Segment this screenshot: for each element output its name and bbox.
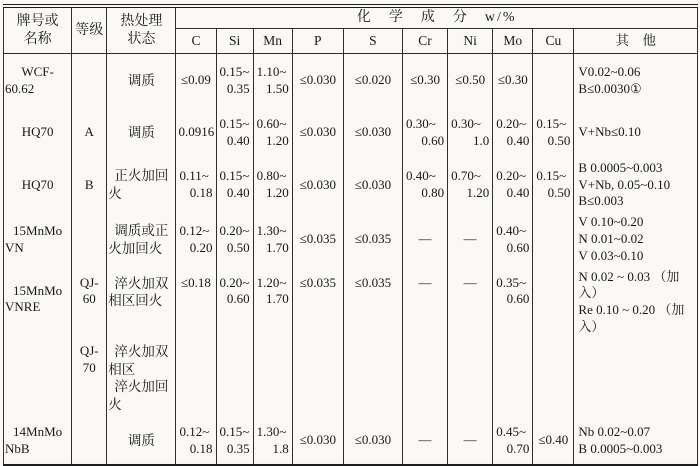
cell-line: 0.18: [189, 185, 213, 200]
cell-line: 0.70~: [451, 168, 481, 184]
cell-mo: [493, 417, 533, 465]
cell-name: [4, 54, 72, 108]
cell-p: ≤0.030: [292, 108, 343, 158]
cell-mn: [253, 213, 292, 267]
cell-other: [574, 108, 698, 158]
cell-c: 0.0916: [176, 108, 216, 158]
cell-line: 1.50: [265, 80, 289, 96]
cell-line: 0.80~: [256, 168, 287, 184]
cell-cr: —: [403, 213, 448, 267]
cell-name: [4, 108, 72, 158]
cell-cu: [533, 337, 574, 417]
cell-cu: [533, 54, 574, 108]
cell-name: [4, 417, 72, 465]
cell-line: B 0.0005~0.003: [578, 440, 663, 456]
cell-si: [216, 54, 253, 108]
cell-line: 0.18: [189, 440, 213, 456]
cell-mo: [493, 267, 533, 338]
col-header-name-line2: 名称: [23, 31, 52, 47]
cell-line: 1.20: [265, 132, 289, 148]
cell-line: 0.60: [421, 132, 445, 148]
cell-cu: [533, 267, 574, 338]
cell-line: 1.0: [472, 132, 490, 148]
col-header-Mn: Mn: [253, 29, 292, 54]
cell-line: 1.70: [265, 239, 289, 255]
cell-name: [4, 213, 72, 267]
cell-p: [292, 337, 343, 417]
cell-mo: [493, 213, 533, 267]
cell-ni: —: [448, 417, 493, 465]
cell-ni: [448, 337, 493, 417]
col-header-Ni: Ni: [448, 29, 493, 54]
cell-s: ≤0.030: [343, 108, 402, 158]
cell-line: 相区: [108, 361, 136, 377]
cell-si: [216, 108, 253, 158]
col-header-Si: Si: [216, 29, 253, 54]
col-header-heat-treatment: [107, 6, 176, 54]
cell-si: [216, 213, 253, 267]
cell-line: Nb 0.02~0.07: [578, 423, 651, 439]
cell-line: 15MnMo: [13, 222, 63, 238]
cell-line: 0.20~: [219, 274, 250, 290]
cell-c: [176, 417, 216, 465]
cell-name: [4, 267, 72, 418]
cell-line: 0.40: [506, 132, 530, 148]
cell-grade: QJ-70: [72, 337, 107, 417]
cell-line: 0.15~: [536, 168, 567, 184]
cell-heat: [107, 267, 176, 338]
cell-mn: [253, 417, 292, 465]
col-header-S: S: [343, 29, 402, 54]
cell-grade: A: [72, 108, 107, 158]
cell-p: ≤0.035: [292, 267, 343, 338]
cell-line: 0.45~: [496, 423, 527, 439]
cell-line: VNRE: [5, 299, 41, 315]
cell-line: 0.60: [506, 291, 530, 307]
cell-line: 调质: [127, 124, 155, 140]
cell-c: [176, 213, 216, 267]
table-row: [4, 213, 698, 267]
cell-line: B≤0.0030①: [578, 80, 642, 96]
cell-line: 0.30~: [406, 115, 436, 131]
cell-line: B 0.0005~0.003: [578, 159, 663, 175]
cell-ni: [448, 108, 493, 158]
cell-line: 0.40: [226, 132, 250, 148]
cell-line: 火加回火: [108, 240, 163, 256]
cell-line: 1.10~: [256, 63, 287, 79]
table-row: [4, 267, 698, 338]
cell-p: ≤0.035: [292, 213, 343, 267]
col-header-other: 其 他: [574, 29, 698, 54]
cell-heat: [107, 337, 176, 417]
cell-mo: ≤0.30: [493, 54, 533, 108]
col-header-name-line1: 牌号或: [16, 14, 59, 29]
cell-heat: [107, 213, 176, 267]
cell-line: 0.15~: [536, 115, 567, 131]
cell-line: 0.15~: [219, 115, 250, 131]
cell-ni: [448, 158, 493, 213]
cell-line: 0.12~: [179, 222, 210, 238]
col-header-Mo: Mo: [493, 29, 533, 54]
cell-grade: QJ-60: [72, 267, 107, 338]
cell-line: N 0.01~0.02: [578, 231, 644, 247]
cell-line: Re 0.10 ~ 0.20 （加: [578, 302, 685, 318]
cell-cr: ≤0.30: [403, 54, 448, 108]
cell-line: 0.15~: [219, 63, 250, 79]
cell-line: 1.20~: [256, 274, 287, 290]
cell-c: [176, 158, 216, 213]
cell-line: 14MnMo: [13, 423, 63, 439]
table-row: [4, 158, 698, 213]
cell-line: 0.11~: [179, 168, 209, 184]
cell-c: [176, 337, 216, 417]
cell-si: [216, 337, 253, 417]
cell-ni: ≤0.50: [448, 54, 493, 108]
cell-line: V+Nb, 0.05~0.10: [578, 176, 671, 192]
table-row: [4, 417, 698, 465]
cell-mo: [493, 158, 533, 213]
col-header-Cr: Cr: [403, 29, 448, 54]
cell-line: VN: [5, 239, 24, 255]
table-header: [4, 6, 698, 54]
cell-mo: [493, 108, 533, 158]
cell-line: 0.60: [226, 291, 250, 307]
cell-cu: [533, 158, 574, 213]
cell-mn: [253, 267, 292, 338]
cell-line: 相区回火: [108, 293, 163, 309]
cell-line: WCF-: [21, 63, 54, 79]
cell-grade: B: [72, 158, 107, 213]
cell-line: 0.20~: [496, 115, 527, 131]
cell-line: 0.12~: [179, 423, 210, 439]
cell-cr: [403, 337, 448, 417]
cell-heat: [107, 108, 176, 158]
cell-s: ≤0.035: [343, 267, 402, 338]
col-header-heat-line2: 状态: [127, 31, 156, 47]
cell-line: 0.20: [189, 239, 213, 255]
cell-line: 0.30~: [451, 115, 481, 131]
cell-si: [216, 267, 253, 338]
cell-line: 1.30~: [256, 423, 287, 439]
cell-line: 1.20: [466, 185, 490, 200]
cell-grade: [72, 54, 107, 108]
cell-line: V0.02~0.06: [578, 63, 641, 79]
cell-line: 淬火加双: [114, 344, 169, 360]
cell-other: [574, 267, 698, 338]
cell-p: ≤0.030: [292, 158, 343, 213]
cell-line: 调质或正: [114, 222, 169, 238]
cell-line: 0.35: [226, 440, 250, 456]
table-row: [4, 108, 698, 158]
cell-line: 0.50: [226, 239, 250, 255]
cell-heat: [107, 54, 176, 108]
cell-cu: ≤0.40: [533, 417, 574, 465]
cell-cr: [403, 158, 448, 213]
header-row-top: [4, 6, 698, 29]
cell-s: ≤0.035: [343, 213, 402, 267]
cell-p: ≤0.030: [292, 417, 343, 465]
cell-line: N 0.02 ~ 0.03 （加: [578, 268, 680, 284]
cell-line: 0.60: [506, 239, 530, 255]
cell-line: 0.50: [547, 132, 571, 148]
cell-cr: [403, 108, 448, 158]
cell-grade: [72, 417, 107, 465]
col-header-heat-line1: 热处理: [120, 14, 163, 29]
cell-line: 0.80: [421, 185, 445, 200]
cell-other: [574, 158, 698, 213]
col-header-name: [4, 6, 72, 54]
cell-line: 0.40: [226, 185, 250, 200]
cell-line: 0.15~: [219, 423, 250, 439]
cell-ni: —: [448, 267, 493, 338]
col-header-Cu: Cu: [533, 29, 574, 54]
cell-line: 1.8: [272, 440, 289, 456]
cell-line: 60.62: [5, 80, 35, 96]
cell-line: V 0.03~0.10: [578, 247, 644, 263]
cell-line: 火: [108, 186, 122, 201]
col-header-chemical-composition: 化 学 成 分 w/%: [176, 6, 698, 29]
col-header-P: P: [292, 29, 343, 54]
cell-grade: [72, 213, 107, 267]
cell-c: ≤0.09: [176, 54, 216, 108]
cell-si: [216, 417, 253, 465]
cell-mn: [253, 108, 292, 158]
cell-line: 0.40~: [496, 222, 527, 238]
cell-other: [574, 54, 698, 108]
cell-line: 火: [108, 396, 122, 412]
cell-s: [343, 337, 402, 417]
cell-other: [574, 417, 698, 465]
cell-p: ≤0.030: [292, 54, 343, 108]
steel-composition-table: [3, 4, 698, 466]
table-body: [4, 54, 698, 466]
cell-line: 1.20: [265, 185, 289, 200]
cell-cu: [533, 108, 574, 158]
cell-s: ≤0.020: [343, 54, 402, 108]
cell-line: 0.35: [226, 80, 250, 96]
cell-cu: [533, 213, 574, 267]
cell-line: 调质: [127, 72, 155, 88]
cell-line: 0.20~: [496, 168, 527, 184]
cell-line: 0.20~: [219, 222, 250, 238]
cell-c: ≤0.18: [176, 267, 216, 338]
cell-line: B≤0.003: [578, 193, 624, 209]
cell-line: 入）: [578, 319, 605, 335]
table-row: [4, 337, 698, 417]
cell-heat: [107, 417, 176, 465]
cell-line: 0.60~: [256, 115, 287, 131]
cell-mo: [493, 337, 533, 417]
cell-line: NbB: [5, 440, 30, 456]
cell-mn: [253, 337, 292, 417]
cell-line: 调质: [127, 432, 155, 448]
col-header-C: C: [176, 29, 216, 54]
table-row: [4, 54, 698, 108]
cell-heat: [107, 158, 176, 213]
col-header-grade: 等级: [72, 6, 107, 54]
cell-s: ≤0.030: [343, 417, 402, 465]
cell-line: V+Nb≤0.10: [578, 124, 641, 140]
cell-line: 0.15~: [219, 168, 250, 184]
cell-other: [574, 213, 698, 267]
cell-line: V 0.10~0.20: [578, 214, 644, 230]
cell-s: ≤0.030: [343, 158, 402, 213]
cell-ni: —: [448, 213, 493, 267]
cell-line: 0.50: [547, 185, 571, 200]
cell-line: 0.40~: [406, 168, 436, 184]
cell-line: 淬火加双: [114, 275, 169, 291]
cell-line: 0.40: [506, 185, 530, 200]
cell-line: 淬火加回: [114, 379, 169, 395]
cell-si: [216, 158, 253, 213]
cell-line: HQ70: [21, 176, 54, 192]
cell-line: 0.70: [506, 440, 530, 456]
cell-line: 0.35~: [496, 274, 527, 290]
cell-cr: —: [403, 417, 448, 465]
cell-mn: [253, 158, 292, 213]
cell-cr: —: [403, 267, 448, 338]
cell-line: HQ70: [21, 124, 54, 140]
cell-line: 1.30~: [256, 222, 287, 238]
cell-mn: [253, 54, 292, 108]
cell-other: [574, 337, 698, 417]
cell-line: 正火加回: [114, 168, 169, 184]
cell-name: [4, 158, 72, 213]
cell-line: 1.70: [265, 291, 289, 307]
cell-line: 入）: [578, 285, 605, 301]
cell-line: 15MnMo: [13, 282, 63, 298]
